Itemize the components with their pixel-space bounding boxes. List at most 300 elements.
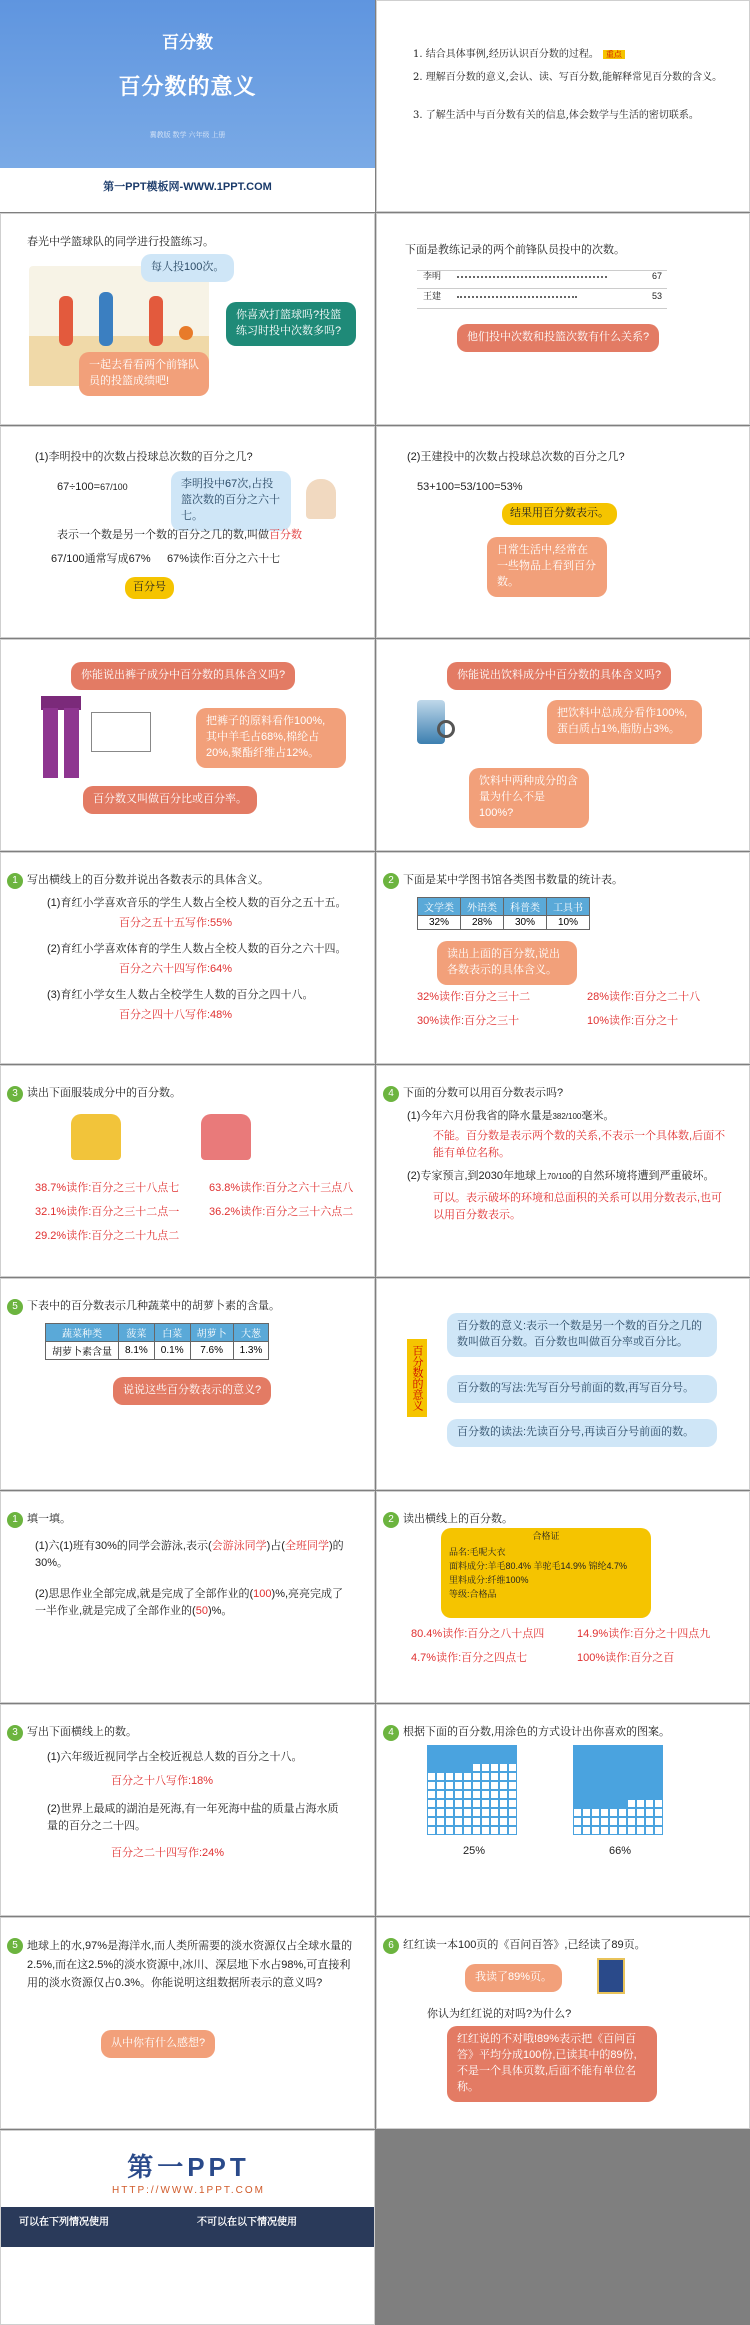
intro-text: 下面是教练记录的两个前锋队员投中的次数。: [405, 244, 625, 256]
bubble-like-basketball: 你喜欢打篮球吗?投篮练习时投中次数多吗?: [226, 302, 356, 346]
grid-cell[interactable]: [582, 1745, 591, 1754]
question-number: 5: [7, 1938, 23, 1954]
grid-25: [427, 1745, 519, 1837]
grid-cell[interactable]: [445, 1763, 454, 1772]
grid-cell[interactable]: [582, 1781, 591, 1790]
teacher-figure: [306, 479, 336, 519]
ad-col-1: 可以在下列情况使用: [19, 2217, 109, 2228]
grid-66: [573, 1745, 665, 1837]
grid-cell[interactable]: [499, 1817, 508, 1826]
grid-cell[interactable]: [445, 1808, 454, 1817]
grid-cell[interactable]: [645, 1817, 654, 1826]
grid-cell[interactable]: [481, 1745, 490, 1754]
grid-cell[interactable]: [499, 1799, 508, 1808]
grid-cell[interactable]: [427, 1790, 436, 1799]
grid-cell[interactable]: [636, 1772, 645, 1781]
reading: 80.4%读作:百分之八十点四: [411, 1628, 545, 1640]
grid-cell[interactable]: [499, 1754, 508, 1763]
grid-cell[interactable]: [645, 1745, 654, 1754]
slide-fractions: [376, 1065, 750, 1277]
slide-vegetables: [0, 1278, 375, 1490]
bubble-meaning-question: 说说这些百分数表示的意义?: [113, 1377, 271, 1405]
grid-cell[interactable]: [490, 1772, 499, 1781]
grid-cell[interactable]: [490, 1790, 499, 1799]
exercise-title: 读出横线上的百分数。: [403, 1513, 513, 1525]
grid-cell[interactable]: [600, 1763, 609, 1772]
grid-cell[interactable]: [600, 1772, 609, 1781]
grid-cell[interactable]: [508, 1817, 517, 1826]
grid-cell[interactable]: [490, 1799, 499, 1808]
grid-cell[interactable]: [508, 1781, 517, 1790]
grid-cell[interactable]: [636, 1808, 645, 1817]
grid-cell[interactable]: [573, 1799, 582, 1808]
objective-3: 3. 了解生活中与百分数有关的信息,体会数学与生活的密切联系。: [413, 110, 699, 121]
intro-text: 春光中学篮球队的同学进行投篮练习。: [27, 236, 214, 248]
bubble-daily-life: 日常生活中,经常在一些物品上看到百分数。: [487, 537, 607, 597]
grid-cell[interactable]: [573, 1790, 582, 1799]
certificate-line: 面料成分:羊毛80.4% 羊驼毛14.9% 锦纶4.7%: [449, 1561, 628, 1571]
grid-cell[interactable]: [463, 1763, 472, 1772]
item: (2)思思作业全部完成,就是完成了全部作业的(100)%,亮亮完成了一半作业,就是完成了全部作业的(50)%。: [35, 1588, 344, 1617]
magnifier-icon: [437, 720, 455, 738]
grid-cell[interactable]: [654, 1745, 663, 1754]
question-number: 1: [7, 873, 23, 889]
grid-cell[interactable]: [582, 1808, 591, 1817]
formula: 67÷100=67/100: [57, 481, 128, 493]
grid-label: 66%: [609, 1845, 632, 1857]
grid-cell[interactable]: [618, 1772, 627, 1781]
grid-cell[interactable]: [627, 1745, 636, 1754]
grid-cell[interactable]: [645, 1754, 654, 1763]
grid-cell[interactable]: [508, 1745, 517, 1754]
grid-cell[interactable]: [472, 1772, 481, 1781]
grid-cell[interactable]: [609, 1808, 618, 1817]
question-number: 2: [383, 1512, 399, 1528]
grid-cell[interactable]: [481, 1754, 490, 1763]
grid-cell[interactable]: [627, 1772, 636, 1781]
grid-cell[interactable]: [427, 1826, 436, 1835]
grid-cell[interactable]: [445, 1799, 454, 1808]
answer: 百分之四十八写作:48%: [119, 1009, 233, 1021]
slide-pants: [0, 639, 375, 851]
grid-cell[interactable]: [472, 1763, 481, 1772]
grid-cell[interactable]: [454, 1817, 463, 1826]
grid-cell[interactable]: [654, 1763, 663, 1772]
grid-cell[interactable]: [499, 1763, 508, 1772]
grid-cell[interactable]: [481, 1817, 490, 1826]
grid-cell[interactable]: [618, 1763, 627, 1772]
item: (1)六(1)班有30%的同学会游泳,表示(会游泳同学)占(全班同学)的30%。: [35, 1540, 344, 1569]
item: (2)世界上最咸的湖泊是死海,有一年死海中盐的质量占海水质量的百分之二十四。: [47, 1803, 339, 1832]
question-number: 4: [383, 1725, 399, 1741]
grid-cell[interactable]: [436, 1790, 445, 1799]
item: (2)育红小学喜欢体育的学生人数占全校人数的百分之六十四。: [47, 943, 347, 955]
grid-cell[interactable]: [499, 1808, 508, 1817]
grid-cell[interactable]: [591, 1817, 600, 1826]
grid-cell[interactable]: [591, 1790, 600, 1799]
slide-objectives: [376, 0, 750, 212]
grid-cell[interactable]: [472, 1799, 481, 1808]
grid-cell[interactable]: [445, 1790, 454, 1799]
grid-cell[interactable]: [609, 1799, 618, 1808]
item: (2)专家预言,到2030年地球上70/100的自然环境将遭到严重破坏。: [407, 1170, 715, 1182]
grid-cell[interactable]: [609, 1754, 618, 1763]
grid-cell[interactable]: [609, 1790, 618, 1799]
grid-cell[interactable]: [600, 1799, 609, 1808]
grid-cell[interactable]: [490, 1808, 499, 1817]
grid-cell[interactable]: [618, 1799, 627, 1808]
grid-cell[interactable]: [427, 1763, 436, 1772]
grid-cell[interactable]: [654, 1754, 663, 1763]
grid-cell[interactable]: [636, 1790, 645, 1799]
grid-cell[interactable]: [427, 1772, 436, 1781]
grid-cell[interactable]: [600, 1754, 609, 1763]
grid-cell[interactable]: [481, 1808, 490, 1817]
grid-cell[interactable]: [490, 1826, 499, 1835]
grid-cell[interactable]: [472, 1781, 481, 1790]
slide-grids: [376, 1704, 750, 1916]
slide-library: [376, 852, 750, 1064]
grid-cell[interactable]: [508, 1799, 517, 1808]
grid-cell[interactable]: [654, 1799, 663, 1808]
reading: 4.7%读作:百分之四点七: [411, 1652, 528, 1664]
grid-cell[interactable]: [481, 1772, 490, 1781]
player-score: 67: [652, 271, 663, 281]
grid-cell[interactable]: [591, 1745, 600, 1754]
grid-cell[interactable]: [427, 1781, 436, 1790]
reading: 36.2%读作:百分之三十六点二: [209, 1206, 354, 1218]
grid-cell[interactable]: [591, 1799, 600, 1808]
grid-cell[interactable]: [436, 1754, 445, 1763]
grid-cell[interactable]: [436, 1763, 445, 1772]
grid-cell[interactable]: [618, 1790, 627, 1799]
grid-cell[interactable]: [490, 1781, 499, 1790]
grid-cell[interactable]: [636, 1817, 645, 1826]
grid-cell[interactable]: [645, 1781, 654, 1790]
exercise-title: 根据下面的百分数,用涂色的方式设计出你喜欢的图案。: [403, 1726, 671, 1738]
slide-write: [0, 1704, 375, 1916]
grid-cell[interactable]: [472, 1808, 481, 1817]
question-number: 3: [7, 1086, 23, 1102]
grid-cell[interactable]: [600, 1826, 609, 1835]
grid-cell[interactable]: [508, 1763, 517, 1772]
grid-cell[interactable]: [600, 1790, 609, 1799]
grid-cell[interactable]: [573, 1763, 582, 1772]
grid-cell[interactable]: [463, 1790, 472, 1799]
reading: 14.9%读作:百分之十四点九: [577, 1628, 711, 1640]
grid-cell[interactable]: [591, 1754, 600, 1763]
grid-cell[interactable]: [600, 1745, 609, 1754]
grid-cell[interactable]: [609, 1745, 618, 1754]
summary-meaning: 百分数的意义:表示一个数是另一个数的百分之几的数叫做百分数。百分数也叫做百分率或百分比。: [447, 1313, 717, 1357]
grid-cell[interactable]: [454, 1808, 463, 1817]
grid-cell[interactable]: [654, 1781, 663, 1790]
grid-cell[interactable]: [499, 1772, 508, 1781]
answer: 百分之二十四写作:24%: [111, 1847, 225, 1859]
grid-cell[interactable]: [627, 1826, 636, 1835]
grid-cell[interactable]: [481, 1790, 490, 1799]
grid-cell[interactable]: [573, 1781, 582, 1790]
grid-cell[interactable]: [582, 1817, 591, 1826]
reading: 32%读作:百分之三十二: [417, 991, 531, 1003]
grid-cell[interactable]: [499, 1790, 508, 1799]
reading: 29.2%读作:百分之二十九点二: [35, 1230, 180, 1242]
grid-cell[interactable]: [436, 1772, 445, 1781]
grid-cell[interactable]: [618, 1745, 627, 1754]
reading: 28%读作:百分之二十八: [587, 991, 701, 1003]
grid-cell[interactable]: [573, 1817, 582, 1826]
grid-cell[interactable]: [427, 1754, 436, 1763]
grid-cell[interactable]: [609, 1781, 618, 1790]
grid-cell[interactable]: [445, 1826, 454, 1835]
grid-cell[interactable]: [454, 1754, 463, 1763]
grid-cell[interactable]: [591, 1826, 600, 1835]
grid-cell[interactable]: [454, 1781, 463, 1790]
bubble-drink-question: 你能说出饮料成分中百分数的具体含义吗?: [447, 662, 671, 690]
grid-cell[interactable]: [609, 1826, 618, 1835]
grid-cell[interactable]: [654, 1772, 663, 1781]
grid-cell[interactable]: [627, 1781, 636, 1790]
pants-illustration: [41, 696, 81, 778]
grid-cell[interactable]: [645, 1826, 654, 1835]
ad-col-2: 不可以在以下情况使用: [197, 2217, 297, 2228]
grid-cell[interactable]: [499, 1745, 508, 1754]
slide-book: [376, 1917, 750, 2129]
grid-cell[interactable]: [582, 1826, 591, 1835]
grid-cell[interactable]: [481, 1826, 490, 1835]
question: 你认为红红说的对吗?为什么?: [427, 2008, 572, 2020]
grid-cell[interactable]: [591, 1808, 600, 1817]
grid-cell[interactable]: [436, 1781, 445, 1790]
grid-cell[interactable]: [508, 1808, 517, 1817]
slide-clothing: [0, 1065, 375, 1277]
grid-cell[interactable]: [582, 1772, 591, 1781]
grid-cell[interactable]: [508, 1772, 517, 1781]
grid-cell[interactable]: [499, 1826, 508, 1835]
summary-reading: 百分数的读法:先读百分号,再读百分号前面的数。: [447, 1419, 717, 1447]
grid-cell[interactable]: [591, 1781, 600, 1790]
grid-cell[interactable]: [582, 1790, 591, 1799]
grid-cell[interactable]: [591, 1763, 600, 1772]
grid-cell[interactable]: [481, 1763, 490, 1772]
pants-label: [91, 712, 151, 752]
grid-cell[interactable]: [454, 1790, 463, 1799]
grid-cell[interactable]: [645, 1772, 654, 1781]
grid-cell[interactable]: [618, 1808, 627, 1817]
exercise-title: 下表中的百分数表示几种蔬菜中的胡萝卜素的含量。: [27, 1300, 280, 1312]
item: (1)六年级近视同学占全校近视总人数的百分之十八。: [47, 1751, 303, 1763]
footer-text: 第一PPT模板网-WWW.1PPT.COM: [103, 181, 272, 193]
grid-cell[interactable]: [582, 1754, 591, 1763]
grid-cell[interactable]: [427, 1808, 436, 1817]
grid-cell[interactable]: [454, 1745, 463, 1754]
grid-cell[interactable]: [463, 1808, 472, 1817]
grid-cell[interactable]: [472, 1826, 481, 1835]
item: (1)育红小学喜欢音乐的学生人数占全校人数的百分之五十五。: [47, 897, 347, 909]
grid-cell[interactable]: [600, 1817, 609, 1826]
grid-cell[interactable]: [445, 1754, 454, 1763]
grid-cell[interactable]: [490, 1763, 499, 1772]
answer: 百分之六十四写作:64%: [119, 963, 233, 975]
slide-meta: 冀教版 数学 六年级 上册: [149, 132, 226, 139]
reading: 63.8%读作:百分之六十三点八: [209, 1182, 354, 1194]
table-line: [417, 270, 667, 271]
bubble-100-shots: 每人投100次。: [141, 254, 234, 282]
objective-tag: 重点: [603, 50, 625, 59]
grid-cell[interactable]: [654, 1826, 663, 1835]
write-as: 67/100通常写成67%: [51, 553, 151, 565]
grid-cell[interactable]: [636, 1799, 645, 1808]
player-score: 53: [652, 291, 663, 301]
grid-cell[interactable]: [618, 1826, 627, 1835]
grid-cell[interactable]: [463, 1772, 472, 1781]
grid-cell[interactable]: [636, 1745, 645, 1754]
grid-cell[interactable]: [481, 1781, 490, 1790]
grid-cell[interactable]: [609, 1763, 618, 1772]
grid-cell[interactable]: [472, 1745, 481, 1754]
grid-cell[interactable]: [645, 1808, 654, 1817]
answer: 不能。百分数是表示两个数的关系,不表示一个具体数,后面不能有单位名称。: [433, 1130, 726, 1159]
bubble-honghong-claim: 我读了89%页。: [465, 1964, 562, 1992]
player-name: 王建: [423, 291, 442, 301]
grid-cell[interactable]: [573, 1826, 582, 1835]
bubble-pants-question: 你能说出裤子成分中百分数的具体含义吗?: [71, 662, 295, 690]
grid-cell[interactable]: [454, 1826, 463, 1835]
grid-cell[interactable]: [627, 1799, 636, 1808]
grid-cell[interactable]: [463, 1799, 472, 1808]
grid-cell[interactable]: [508, 1826, 517, 1835]
reading: 10%读作:百分之十: [587, 1015, 679, 1027]
question-number: 4: [383, 1086, 399, 1102]
grid-cell[interactable]: [436, 1826, 445, 1835]
grid-cell[interactable]: [427, 1799, 436, 1808]
water-paragraph: 地球上的水,97%是海洋水,而人类所需要的淡水资源仅占全球水量的2.5%,而在这2.5%的淡水资源中,冰川、深层地下水占98%,可直接利用的淡水资源仅占0.3%。你能说明这组数据所表示的意义吗?: [27, 1940, 353, 1990]
exercise-title: 填一填。: [27, 1513, 71, 1525]
question-number: 1: [7, 1512, 23, 1528]
grid-cell[interactable]: [436, 1817, 445, 1826]
grid-cell[interactable]: [654, 1790, 663, 1799]
grid-cell[interactable]: [618, 1817, 627, 1826]
exercise-title: 红红读一本100页的《百问百答》,已经读了89页。: [403, 1939, 646, 1951]
grid-cell[interactable]: [463, 1754, 472, 1763]
grid-cell[interactable]: [427, 1817, 436, 1826]
grid-cell[interactable]: [636, 1763, 645, 1772]
grid-cell[interactable]: [600, 1808, 609, 1817]
tally-marks: [457, 276, 607, 282]
grid-cell[interactable]: [654, 1817, 663, 1826]
ad-url: HTTP://WWW.1PPT.COM: [112, 2185, 265, 2196]
question: (2)王建投中的次数占投球总次数的百分之几?: [407, 451, 625, 463]
grid-cell[interactable]: [499, 1781, 508, 1790]
slide-wangjian: [376, 426, 750, 638]
grid-cell[interactable]: [636, 1826, 645, 1835]
grid-cell[interactable]: [436, 1808, 445, 1817]
percent-sign-tag: 百分号: [125, 577, 174, 599]
grid-cell[interactable]: [627, 1817, 636, 1826]
grid-cell[interactable]: [654, 1808, 663, 1817]
grid-cell[interactable]: [445, 1817, 454, 1826]
grid-cell[interactable]: [645, 1763, 654, 1772]
certificate-title: 合格证: [532, 1531, 560, 1541]
grid-cell[interactable]: [490, 1754, 499, 1763]
grid-cell[interactable]: [445, 1772, 454, 1781]
grid-cell[interactable]: [454, 1772, 463, 1781]
grid-cell[interactable]: [436, 1799, 445, 1808]
reading: 100%读作:百分之百: [577, 1652, 675, 1664]
exercise-title: 读出下面服装成分中的百分数。: [27, 1087, 181, 1099]
grid-cell[interactable]: [591, 1772, 600, 1781]
grid-cell[interactable]: [627, 1754, 636, 1763]
grid-cell[interactable]: [636, 1754, 645, 1763]
reading: 30%读作:百分之三十: [417, 1015, 520, 1027]
grid-cell[interactable]: [436, 1745, 445, 1754]
grid-cell[interactable]: [508, 1754, 517, 1763]
grid-cell[interactable]: [490, 1745, 499, 1754]
grid-cell[interactable]: [472, 1817, 481, 1826]
grid-cell[interactable]: [573, 1745, 582, 1754]
slide-ad: [0, 2130, 375, 2325]
grid-cell[interactable]: [645, 1790, 654, 1799]
grid-cell[interactable]: [508, 1790, 517, 1799]
bubble-liming-answer: 李明投中67次,占投篮次数的百分之六十七。: [171, 471, 291, 531]
slide-water: [0, 1917, 375, 2129]
grid-cell[interactable]: [618, 1754, 627, 1763]
grid-cell[interactable]: [618, 1781, 627, 1790]
ad-logo: 第一PPT: [127, 2152, 250, 2182]
basketball-icon: [179, 326, 193, 340]
student-figure: [59, 296, 73, 346]
grid-cell[interactable]: [600, 1781, 609, 1790]
slide-certificate: [376, 1491, 750, 1703]
grid-cell[interactable]: [573, 1754, 582, 1763]
grid-cell[interactable]: [645, 1799, 654, 1808]
grid-cell[interactable]: [582, 1799, 591, 1808]
jacket-illustration: [201, 1114, 251, 1160]
grid-cell[interactable]: [481, 1799, 490, 1808]
tally-marks: [457, 296, 577, 302]
grid-cell[interactable]: [445, 1745, 454, 1754]
exercise-title: 写出下面横线上的数。: [27, 1726, 137, 1738]
grid-cell[interactable]: [627, 1763, 636, 1772]
bubble-drink-answer: 把饮料中总成分看作100%,蛋白质占1%,脂肪占3%。: [547, 700, 702, 744]
grid-cell[interactable]: [463, 1781, 472, 1790]
grid-cell[interactable]: [573, 1772, 582, 1781]
grid-cell[interactable]: [427, 1745, 436, 1754]
grid-cell[interactable]: [463, 1817, 472, 1826]
sweater-illustration: [71, 1114, 121, 1160]
grid-cell[interactable]: [636, 1781, 645, 1790]
grid-cell[interactable]: [472, 1790, 481, 1799]
slide-fillin: [0, 1491, 375, 1703]
grid-cell[interactable]: [490, 1817, 499, 1826]
grid-cell[interactable]: [463, 1826, 472, 1835]
grid-cell[interactable]: [472, 1754, 481, 1763]
grid-cell[interactable]: [609, 1817, 618, 1826]
grid-cell[interactable]: [573, 1808, 582, 1817]
grid-cell[interactable]: [454, 1763, 463, 1772]
summary-side-label: 百分数的意义: [407, 1339, 427, 1417]
grid-cell[interactable]: [582, 1763, 591, 1772]
certificate-line: 里料成分:纤维100%: [449, 1575, 529, 1585]
grid-cell[interactable]: [609, 1772, 618, 1781]
bubble-feelings: 从中你有什么感想?: [101, 2030, 215, 2058]
grid-cell[interactable]: [463, 1745, 472, 1754]
grid-cell[interactable]: [627, 1790, 636, 1799]
exercise-title: 写出横线上的百分数并说出各数表示的具体含义。: [27, 874, 269, 886]
grid-cell[interactable]: [445, 1781, 454, 1790]
grid-cell[interactable]: [627, 1808, 636, 1817]
grid-cell[interactable]: [454, 1799, 463, 1808]
